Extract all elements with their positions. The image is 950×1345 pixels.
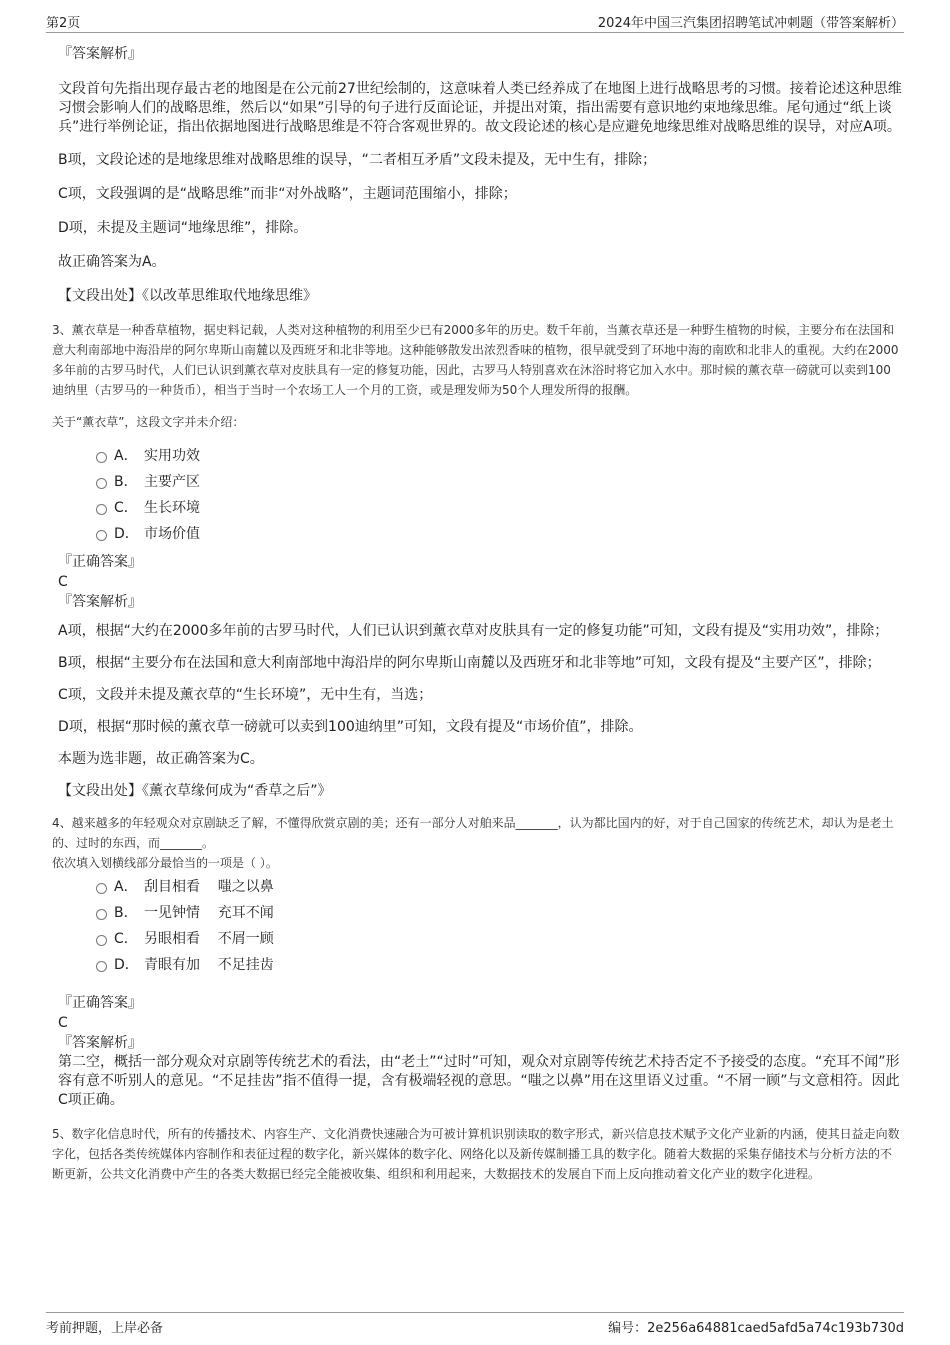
footer-slogan: 考前押题，上岸必备 <box>46 1321 164 1336</box>
correct-answer: C <box>58 1015 68 1031</box>
analysis-option-c: C项，文段并未提及薰衣草的“生长环境”，无中生有，当选； <box>58 687 433 703</box>
question-4-options <box>52 877 902 981</box>
analysis-label: 『答案解析』 <box>58 46 142 62</box>
option-d[interactable]: D． 市场价值 <box>52 524 902 550</box>
analysis-label: 『答案解析』 <box>58 1035 142 1051</box>
page-header <box>46 10 904 33</box>
question-4-prompt: 依次填入划横线部分最恰当的一项是（ ）。 <box>52 856 278 870</box>
passage-source: 【文段出处】《以改革思维取代地缘思维》 <box>58 288 317 304</box>
passage-source: 【文段出处】《薰衣草缘何成为“香草之后”》 <box>58 783 332 799</box>
option-b[interactable]: B． 一见钟情 充耳不闻 <box>52 903 902 929</box>
analysis-paragraph: 文段首句先指出现存最古老的地图是在公元前27世纪绘制的，这意味着人类已经养成了在地图上进行战略思考的习惯。接着论述这种思维习惯会影响人们的战略思维，然后以“如果”引导的句子进行反面论证，并提出对策，指出需要有意识地约束地缘思维。尾句通过“纸上谈兵”进行举例论证，指出依据地图进行战略思维是不符合客观世界的。故文段论述的核心是应避免地缘思维对战略思维的误导，对应A项。 <box>58 81 902 135</box>
analysis-option-a: A项，根据“大约在2000多年前的古罗马时代，人们已认识到薰衣草对皮肤具有一定的修复功能”可知，文段有提及“实用功效”，排除； <box>58 623 889 639</box>
option-c[interactable]: C． 生长环境 <box>52 498 902 524</box>
analysis-option-d: D项，根据“那时候的薰衣草一磅就可以卖到100迪纳里”可知，文段有提及“市场价值”，排除。 <box>58 719 643 735</box>
radio-button[interactable] <box>96 909 107 920</box>
answer-conclusion: 本题为选非题，故正确答案为C。 <box>58 751 264 767</box>
radio-button[interactable] <box>96 530 107 541</box>
radio-button[interactable] <box>96 961 107 972</box>
correct-answer-label: 『正确答案』 <box>58 554 142 570</box>
page-content <box>52 44 902 1184</box>
answer-conclusion: 故正确答案为A。 <box>58 254 166 270</box>
radio-button[interactable] <box>96 883 107 894</box>
correct-answer-label: 『正确答案』 <box>58 995 142 1011</box>
question-5-passage: 5、数字化信息时代，所有的传播技术、内容生产、文化消费快速融合为可被计算机识别读取的数字形式，新兴信息技术赋予文化产业新的内涵，使其日益走向数字化，包括各类传统媒体内容制作和表征过程的数字化，新兴媒体的数字化、网络化以及新传媒制播工具的数字化。随着大数据的采集存储技术与分析方法的不断更新，公共文化消费中产生的各类大数据已经完全能被收集、组织和利用起来，大数据技术的发展自下而上反向推动着文化产业的数字化进程。 <box>52 1127 900 1181</box>
document-title: 2024年中国三汽集团招聘笔试冲刺题（带答案解析） <box>597 16 904 31</box>
correct-answer: C <box>58 574 68 590</box>
analysis-option-b: B项，文段论述的是地缘思维对战略思维的误导，“二者相互矛盾”文段未提及，无中生有，排除； <box>58 152 657 168</box>
radio-button[interactable] <box>96 452 107 463</box>
question-3-passage: 3、薰衣草是一种香草植物，据史料记载，人类对这种植物的利用至少已有2000多年的历史。数千年前，当薰衣草还是一种野生植物的时候，主要分布在法国和意大利南部地中海沿岸的阿尔卑斯山南麓以及西班牙和北非等地。这种能够散发出浓烈香味的植物，很早就受到了环地中海的南欧和北非人的重视。大约在2000多年前的古罗马时代，人们已认识到薰衣草对皮肤具有一定的修复功能，因此，古罗马人特别喜欢在沐浴时将它加入水中。那时候的薰衣草一磅就可以卖到100迪纳里（古罗马的一种货币），相当于当时一个农场工人一个月的工资，或是理发师为50个人理发所得的报酬。 <box>52 323 899 397</box>
analysis-option-b: B项，根据“主要分布在法国和意大利南部地中海沿岸的阿尔卑斯山南麓以及西班牙和北非等地”可知，文段有提及“主要产区”，排除； <box>58 655 881 671</box>
option-a[interactable]: A． 刮目相看 嗤之以鼻 <box>52 877 902 903</box>
question-4-passage: 4、越来越多的年轻观众对京剧缺乏了解，不懂得欣赏京剧的美；还有一部分人对舶来品_______，认为都比国内的好，对于自己国家的传统艺术，却认为是老土的、过时的东西，而_______。 <box>52 816 894 850</box>
radio-button[interactable] <box>96 478 107 489</box>
option-c[interactable]: C． 另眼相看 不屑一顾 <box>52 929 902 955</box>
document-code: 编号：2e256a64881caed5afd5a74c193b730d <box>608 1321 904 1336</box>
analysis-paragraph: 第二空，概括一部分观众对京剧等传统艺术的看法，由“老土”“过时”可知，观众对京剧等传统艺术持否定不予接受的态度。“充耳不闻”形容有意不听别人的意见。“不足挂齿”指不值得一提，含有极端轻视的意思。“嗤之以鼻”用在这里语义过重。“不屑一顾”与文意相符。因此C项正确。 <box>58 1054 900 1108</box>
page-footer <box>46 1312 904 1337</box>
option-d[interactable]: D． 青眼有加 不足挂齿 <box>52 955 902 981</box>
question-3-prompt: 关于“薰衣草”，这段文字并未介绍： <box>52 415 245 429</box>
page-number: 第2页 <box>46 16 81 31</box>
analysis-option-c: C项，文段强调的是“战略思维”而非“对外战略”，主题词范围缩小，排除； <box>58 186 517 202</box>
option-b[interactable]: B． 主要产区 <box>52 472 902 498</box>
analysis-option-d: D项，未提及主题词“地缘思维”，排除。 <box>58 220 308 236</box>
radio-button[interactable] <box>96 504 107 515</box>
option-a[interactable]: A． 实用功效 <box>52 446 902 472</box>
analysis-label: 『答案解析』 <box>58 594 142 610</box>
question-3-options <box>52 446 902 550</box>
radio-button[interactable] <box>96 935 107 946</box>
